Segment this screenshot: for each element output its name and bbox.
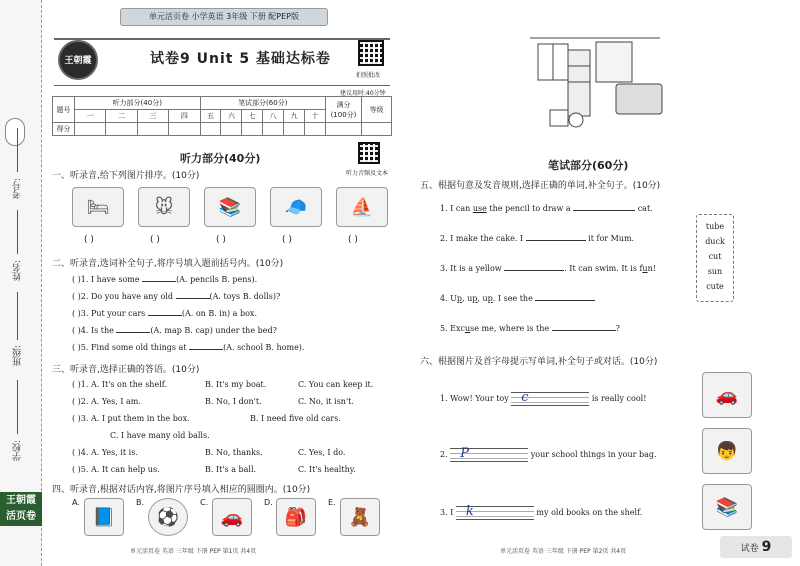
score-table: [52, 96, 392, 136]
q3-title: 三、听录音,选择正确的答语。(10分): [52, 365, 200, 375]
q3-option[interactable]: B. It's my boat.: [205, 380, 267, 389]
q5-underline: p: [472, 294, 478, 303]
footer-left: 单元活页卷 英语 三年级 下册 PEP 第1页 共4页: [130, 548, 257, 555]
q5-blank[interactable]: [504, 270, 564, 271]
num-cell: 十: [304, 110, 325, 123]
q2-item: [72, 275, 257, 284]
q5-underline: u: [642, 264, 648, 273]
q5-pre: 4. U: [440, 294, 457, 303]
word-bank-item: cute: [706, 282, 724, 291]
qr-caption: 拍照批改: [356, 72, 381, 79]
answer-paren[interactable]: ( ): [216, 235, 226, 245]
boat-icon: ⛵: [336, 187, 388, 227]
q5-post: it for Mum.: [585, 234, 635, 243]
page-tag-label: 试卷: [740, 544, 759, 554]
qr-code-icon[interactable]: [358, 40, 384, 66]
num-cell: 五: [200, 110, 221, 123]
q5-blank[interactable]: [535, 300, 595, 301]
q5-post: . It can swim. It is f: [564, 264, 643, 273]
boy-packing-icon: 👦: [702, 428, 752, 474]
q5-post: cat.: [635, 204, 653, 213]
num-cell: 八: [263, 110, 284, 123]
q2-blank[interactable]: [189, 349, 223, 350]
books-icon: 📚: [204, 187, 256, 227]
word-bank-item: tube: [705, 222, 725, 231]
q3-option[interactable]: ( )2. A. Yes, I am.: [72, 397, 141, 406]
page-title: 试卷9 Unit 5 基础达标卷: [150, 51, 331, 67]
name-line: [17, 210, 18, 254]
school-label: 学校:: [13, 440, 23, 462]
q6-item: [440, 506, 642, 520]
score-input[interactable]: [137, 123, 168, 136]
score-input[interactable]: [326, 123, 362, 136]
class-line: [17, 292, 18, 340]
q4-title: 四、听录音,根据对话内容,将图片序号填入相应的圆圈内。(10分): [52, 485, 311, 495]
q5-underline: u: [465, 324, 471, 333]
bookshelf-icon: 📚: [702, 484, 752, 530]
q6-item: [440, 448, 657, 462]
q5-underline: p: [456, 294, 463, 303]
writing-header: 笔试部分(60分): [200, 97, 326, 110]
header-banner: 单元活页卷 小学英语 3年级 下册 配PEP版: [120, 8, 328, 26]
answer-paren[interactable]: ( ): [150, 235, 160, 245]
page-number: 9: [761, 539, 772, 555]
q3-option[interactable]: C. I have many old balls.: [110, 431, 210, 440]
q6-writing-lines[interactable]: [450, 448, 528, 462]
q3-option[interactable]: ( )1. A. It's on the shelf.: [72, 380, 167, 389]
q5-pre: 3. It is a yellow: [440, 264, 505, 273]
full-cell: [326, 97, 362, 123]
school-line: [17, 380, 18, 434]
q5-pre: 5. Exc: [440, 324, 466, 333]
q4-label: D.: [264, 498, 273, 507]
q4-label: B.: [136, 498, 145, 507]
q5-mid2: , u: [477, 294, 488, 303]
answer-paren[interactable]: ( ): [348, 235, 358, 245]
q4-label: C.: [200, 498, 209, 507]
ball-icon: ⚽: [148, 498, 188, 536]
page-tag: [720, 536, 792, 558]
tihao-cell: 题号: [53, 97, 75, 123]
brand-line-1: 王朝霞: [6, 495, 36, 506]
q5-underline: p: [487, 294, 493, 303]
name-label: 姓名:: [13, 260, 23, 282]
time-hint: 建议用时:40分钟: [340, 90, 386, 97]
room-illustration: [530, 36, 670, 132]
q3-option[interactable]: ( )4. A. Yes, it is.: [72, 448, 138, 457]
backpack-icon: 🎒: [276, 498, 316, 536]
q3-option[interactable]: B. No, I don't.: [205, 397, 262, 406]
q6-hint: P: [460, 446, 469, 461]
word-bank-item: cut: [708, 252, 722, 261]
q2-item-pre: ( )1. I have some: [72, 275, 143, 284]
exam-number-label: 考号:: [13, 178, 23, 200]
doll-icon: 🧸: [340, 498, 380, 536]
exam-number-line: [17, 128, 18, 172]
score-input[interactable]: [284, 123, 305, 136]
score-input[interactable]: [304, 123, 325, 136]
q2-blank[interactable]: [116, 332, 150, 333]
q2-item: [72, 292, 280, 301]
mouse-icon: 🐭: [138, 187, 190, 227]
q5-post: ?: [615, 324, 620, 333]
q2-item-post: (A. pencils B. pens).: [176, 275, 258, 284]
num-cell: 二: [106, 110, 137, 123]
score-input[interactable]: [169, 123, 200, 136]
q4-label: A.: [72, 498, 80, 507]
q5-item: [440, 204, 653, 213]
q2-item-post: (A. on B. in) a box.: [181, 309, 257, 318]
q3-option[interactable]: B. I need five old cars.: [250, 414, 341, 423]
q3-option[interactable]: C. Yes, I do.: [298, 448, 346, 457]
brand-logo: [0, 492, 42, 526]
listening-title: 听力部分(40分): [180, 152, 261, 165]
q3-option[interactable]: ( )3. A. I put them in the box.: [72, 414, 190, 423]
q3-option[interactable]: B. No, thanks.: [205, 448, 263, 457]
q2-item-pre: ( )5. Find some old things at: [72, 343, 190, 352]
q2-blank[interactable]: [176, 298, 210, 299]
word-bank-item: sun: [707, 267, 723, 276]
q3-option[interactable]: C. It's healthy.: [298, 465, 356, 474]
class-label: 班级:: [13, 345, 23, 367]
binding-hole: [5, 118, 25, 146]
q6-writing-lines[interactable]: [456, 506, 534, 520]
q3-option[interactable]: C. You can keep it.: [298, 380, 374, 389]
q2-title: 二、听录音,选词补全句子,将序号填入题前括号内。(10分): [52, 259, 284, 269]
q3-option[interactable]: B. It's a ball.: [205, 465, 257, 474]
q5-mid: the pencil to draw a: [486, 204, 574, 213]
answer-paren[interactable]: ( ): [84, 235, 94, 245]
q5-item: [440, 294, 595, 303]
q5-underline: use: [472, 204, 487, 213]
score-input[interactable]: [263, 123, 284, 136]
q5-title: 五、根据句意及发音规则,选择正确的单词,补全句子。(10分): [420, 181, 661, 191]
q2-item-post: (A. toys B. dolls)?: [209, 292, 281, 301]
q5-mid: , u: [462, 294, 473, 303]
q6-hint: c: [521, 390, 529, 405]
full-value: (100分): [330, 110, 357, 119]
q5-blank[interactable]: [526, 240, 586, 241]
answer-paren[interactable]: ( ): [282, 235, 292, 245]
num-cell: 四: [169, 110, 200, 123]
q2-blank[interactable]: [148, 315, 182, 316]
q2-item-post: (A. school B. home).: [223, 343, 305, 352]
q5-item: [440, 324, 620, 333]
listening-header: 听力部分(40分): [75, 97, 201, 110]
q6-pre: 1. Wow! Your toy: [440, 394, 512, 403]
num-cell: 六: [221, 110, 242, 123]
q5-mid: se me, where is the: [470, 324, 552, 333]
q2-item-post: (A. map B. cap) under the bed?: [150, 326, 277, 335]
q6-item: [440, 392, 646, 406]
defen-cell: 得分: [53, 123, 75, 136]
book-icon: 📘: [84, 498, 124, 536]
full-label: 满分: [336, 100, 351, 109]
q2-blank[interactable]: [142, 281, 176, 282]
q5-post: . I see the: [492, 294, 536, 303]
word-bank-item: duck: [705, 237, 725, 246]
num-cell: 一: [75, 110, 106, 123]
score-input[interactable]: [200, 123, 221, 136]
binding-strip: [0, 0, 42, 566]
score-input[interactable]: [242, 123, 263, 136]
q5-pre: 2. I make the cake. I: [440, 234, 526, 243]
q6-post: your school things in your bag.: [528, 450, 657, 459]
q6-title: 六、根据图片及首字母提示写单词,补全句子或对话。(10分): [420, 357, 658, 367]
q4-label: E.: [328, 498, 336, 507]
q5-pre: 1. I can: [440, 204, 473, 213]
q5-item: [440, 264, 656, 273]
q6-pre: 3. I: [440, 508, 456, 517]
q2-item-pre: ( )2. Do you have any old: [72, 292, 176, 301]
score-input[interactable]: [362, 123, 392, 136]
q2-item: [72, 309, 257, 318]
q5-blank[interactable]: [552, 330, 616, 331]
q2-item-pre: ( )4. Is the: [72, 326, 117, 335]
q5-item: [440, 234, 634, 243]
num-cell: 三: [137, 110, 168, 123]
word-bank: [696, 214, 734, 302]
toy-car-icon: 🚗: [702, 372, 752, 418]
q5-blank[interactable]: [573, 210, 635, 211]
cap-icon: 🧢: [270, 187, 322, 227]
q1-title: 一、听录音,给下列图片排序。(10分): [52, 171, 200, 181]
writing-title: 笔试部分(60分): [548, 159, 629, 172]
num-cell: 九: [284, 110, 305, 123]
footer-right: 单元活页卷 英语 三年级 下册 PEP 第2页 共4页: [500, 548, 627, 555]
q6-pre: 2.: [440, 450, 451, 459]
score-input[interactable]: [106, 123, 137, 136]
q5-post2: n!: [647, 264, 656, 273]
brand-line-2: 活页卷: [6, 511, 36, 522]
q2-item: [72, 326, 277, 335]
q6-post: is really cool!: [589, 394, 647, 403]
score-input[interactable]: [75, 123, 106, 136]
num-cell: 七: [242, 110, 263, 123]
q6-hint: k: [465, 504, 474, 519]
audio-qr-caption: 听力音频及文本: [346, 170, 389, 177]
score-input[interactable]: [221, 123, 242, 136]
school-emblem: 王朝霞: [58, 40, 98, 80]
audio-qr-icon[interactable]: [358, 142, 380, 164]
q6-writing-lines[interactable]: [511, 392, 589, 406]
q3-option[interactable]: C. No, it isn't.: [298, 397, 354, 406]
q3-option[interactable]: ( )5. A. It can help us.: [72, 465, 160, 474]
q6-post: my old books on the shelf.: [533, 508, 643, 517]
toy-car-icon: 🚗: [212, 498, 252, 536]
q2-item: [72, 343, 304, 352]
bed-icon: 🛏: [72, 187, 124, 227]
q2-item-pre: ( )3. Put your cars: [72, 309, 148, 318]
grade-cell: 等级: [362, 97, 392, 123]
